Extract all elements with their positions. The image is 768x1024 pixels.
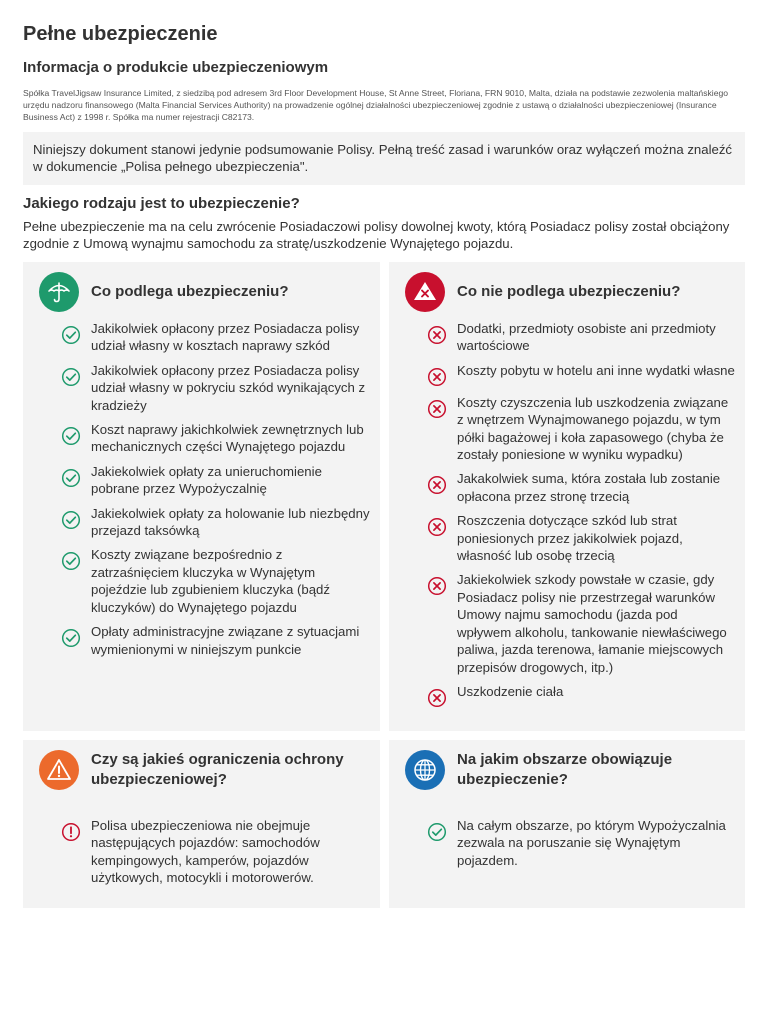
list-item-text: Koszty związane bezpośrednio z zatrzaśnięciem kluczyka w Wynajętym pojeździe lub zgubieniem kluczyka (bądź kluczyków) do Wynajętego pojazdu bbox=[91, 547, 330, 615]
umbrella-icon bbox=[39, 272, 79, 312]
area-panel bbox=[389, 740, 745, 908]
area-title: Na jakim obszarze obowiązuje ubezpieczenie? bbox=[457, 751, 673, 788]
covered-title: Co podlega ubezpieczeniu? bbox=[91, 283, 289, 300]
not-covered-header bbox=[405, 272, 680, 312]
covered-panel bbox=[23, 262, 380, 731]
legal-text: Spółka TravelJigsaw Insurance Limited, z siedzibą pod adresem 3rd Floor Development House, St Anne Street, Floriana, FRN 9010, Malta, działa na podstawie zezwolenia maltańskiego urzędu nadzoru finansowego (Malta Financial Services Authority) na prowadzenie ogólnej działalności ubezpieczeniowej zgodnie z ustawą o działalności ubezpieczeniowej (Insurance Business Act) z 1998 r. Spółka ma numer rejestracji C82173. bbox=[23, 88, 729, 122]
restrictions-list bbox=[61, 817, 370, 894]
restrictions-header bbox=[39, 750, 361, 790]
check-circle-icon bbox=[61, 426, 81, 446]
globe-icon bbox=[405, 750, 445, 790]
list-item-text: Roszczenia dotyczące szkód lub strat poniesionych przez jakikolwiek pojazd, własność lub osobę trzecią bbox=[457, 513, 683, 564]
list-item-text: Jakikolwiek opłacony przez Posiadacza polisy udział własny w kosztach naprawy szkód bbox=[91, 321, 360, 354]
list-item-text: Polisa ubezpieczeniowa nie obejmuje następujących pojazdów: samochodów kempingowych, kamperów, pojazdów użytkowych, motocykli i motorowerów. bbox=[91, 818, 320, 886]
list-item bbox=[61, 362, 370, 414]
page-title: Pełne ubezpieczenie bbox=[23, 23, 218, 45]
list-item-text: Jakakolwiek suma, która została lub zostanie opłacona przez stronę trzecią bbox=[457, 471, 721, 504]
covered-list bbox=[61, 320, 370, 665]
list-item-text: Jakiekolwiek opłaty za holowanie lub niezbędny przejazd taksówką bbox=[91, 505, 370, 539]
list-item bbox=[61, 623, 370, 658]
list-item-text: Na całym obszarze, po którym Wypożyczalnia zezwala na poruszanie się Wynajętym pojazdem. bbox=[457, 818, 726, 868]
check-circle-icon bbox=[61, 325, 81, 345]
list-item bbox=[61, 546, 370, 616]
type-description: Pełne ubezpieczenie ma na celu zwrócenie Posiadaczowi polisy dowolnej kwoty, którą Posiadacz polisy został obciążony zgodnie z Umową wynajmu samochodu za stratę/uszkodzenie Wynajętego pojazdu. bbox=[23, 219, 730, 251]
cross-circle-icon bbox=[427, 688, 447, 708]
type-question: Jakiego rodzaju jest to ubezpieczenie? bbox=[23, 195, 300, 212]
list-item bbox=[427, 571, 735, 675]
list-item bbox=[427, 683, 735, 708]
list-item bbox=[61, 320, 370, 355]
list-item bbox=[427, 362, 735, 387]
area-header bbox=[405, 750, 717, 790]
list-item-text: Uszkodzenie ciała bbox=[457, 683, 564, 699]
check-circle-icon bbox=[61, 551, 81, 571]
area-list bbox=[427, 817, 735, 876]
covered-header bbox=[39, 272, 289, 312]
check-circle-icon bbox=[427, 822, 447, 842]
list-item bbox=[61, 505, 370, 540]
check-circle-icon bbox=[61, 468, 81, 488]
list-item-text: Koszty pobytu w hotelu ani inne wydatki własne bbox=[457, 362, 735, 378]
list-item bbox=[61, 817, 370, 887]
list-item bbox=[61, 421, 370, 456]
cross-circle-icon bbox=[427, 517, 447, 537]
cross-circle-icon bbox=[427, 399, 447, 419]
list-item bbox=[427, 320, 735, 355]
list-item-text: Opłaty administracyjne związane z sytuacjami wymienionymi w niniejszym punkcie bbox=[91, 624, 360, 657]
page-subtitle: Informacja o produkcie ubezpieczeniowym bbox=[23, 59, 329, 76]
list-item bbox=[61, 463, 370, 498]
warning-cross-icon bbox=[405, 272, 445, 312]
list-item bbox=[427, 394, 735, 464]
restrictions-title: Czy są jakieś ograniczenia ochrony ubezpieczeniowej? bbox=[91, 751, 344, 788]
warning-triangle-icon bbox=[39, 750, 79, 790]
cross-circle-icon bbox=[427, 325, 447, 345]
list-item-text: Dodatki, przedmioty osobiste ani przedmioty wartościowe bbox=[457, 321, 716, 354]
list-item-text: Koszty czyszczenia lub uszkodzenia związane z wnętrzem Wynajmowanego pojazdu, w tym półki bagażowej i koła zapasowego (chyba że zostały poniesione w wyniku wypadku) bbox=[457, 394, 729, 463]
cross-circle-icon bbox=[427, 475, 447, 495]
notice-box: Niniejszy dokument stanowi jedynie podsumowanie Polisy. Pełną treść zasad i warunków oraz wyłączeń można znaleźć w dokumencie „Polisa pełnego ubezpieczenia". bbox=[23, 132, 745, 185]
check-circle-icon bbox=[61, 510, 81, 530]
cross-circle-icon bbox=[427, 367, 447, 387]
not-covered-panel bbox=[389, 262, 745, 731]
list-item-text: Jakikolwiek opłacony przez Posiadacza polisy udział własny w pokryciu szkód wynikających z kradzieży bbox=[91, 362, 366, 413]
list-item bbox=[427, 470, 735, 505]
not-covered-title: Co nie podlega ubezpieczeniu? bbox=[457, 283, 681, 300]
list-item bbox=[427, 512, 735, 564]
cross-circle-icon bbox=[427, 576, 447, 596]
list-item bbox=[427, 817, 735, 869]
check-circle-icon bbox=[61, 628, 81, 648]
list-item-text: Koszt naprawy jakichkolwiek zewnętrznych lub mechanicznych części Wynajętego pojazdu bbox=[91, 422, 364, 455]
not-covered-list bbox=[427, 320, 735, 715]
restrictions-panel bbox=[23, 740, 380, 908]
list-item-text: Jakiekolwiek szkody powstałe w czasie, gdy Posiadacz polisy nie przestrzegał warunków Umowy najmu samochodu (jazda pod wpływem alkoholu, tankowanie niewłaściwego paliwa, jazda terenowa, łamanie miejscowych przepisów drogowych, itp.) bbox=[457, 572, 727, 675]
list-item-text: Jakiekolwiek opłaty za unieruchomienie pobrane przez Wypożyczalnię bbox=[91, 463, 322, 497]
check-circle-icon bbox=[61, 367, 81, 387]
exclamation-circle-icon bbox=[61, 822, 81, 842]
